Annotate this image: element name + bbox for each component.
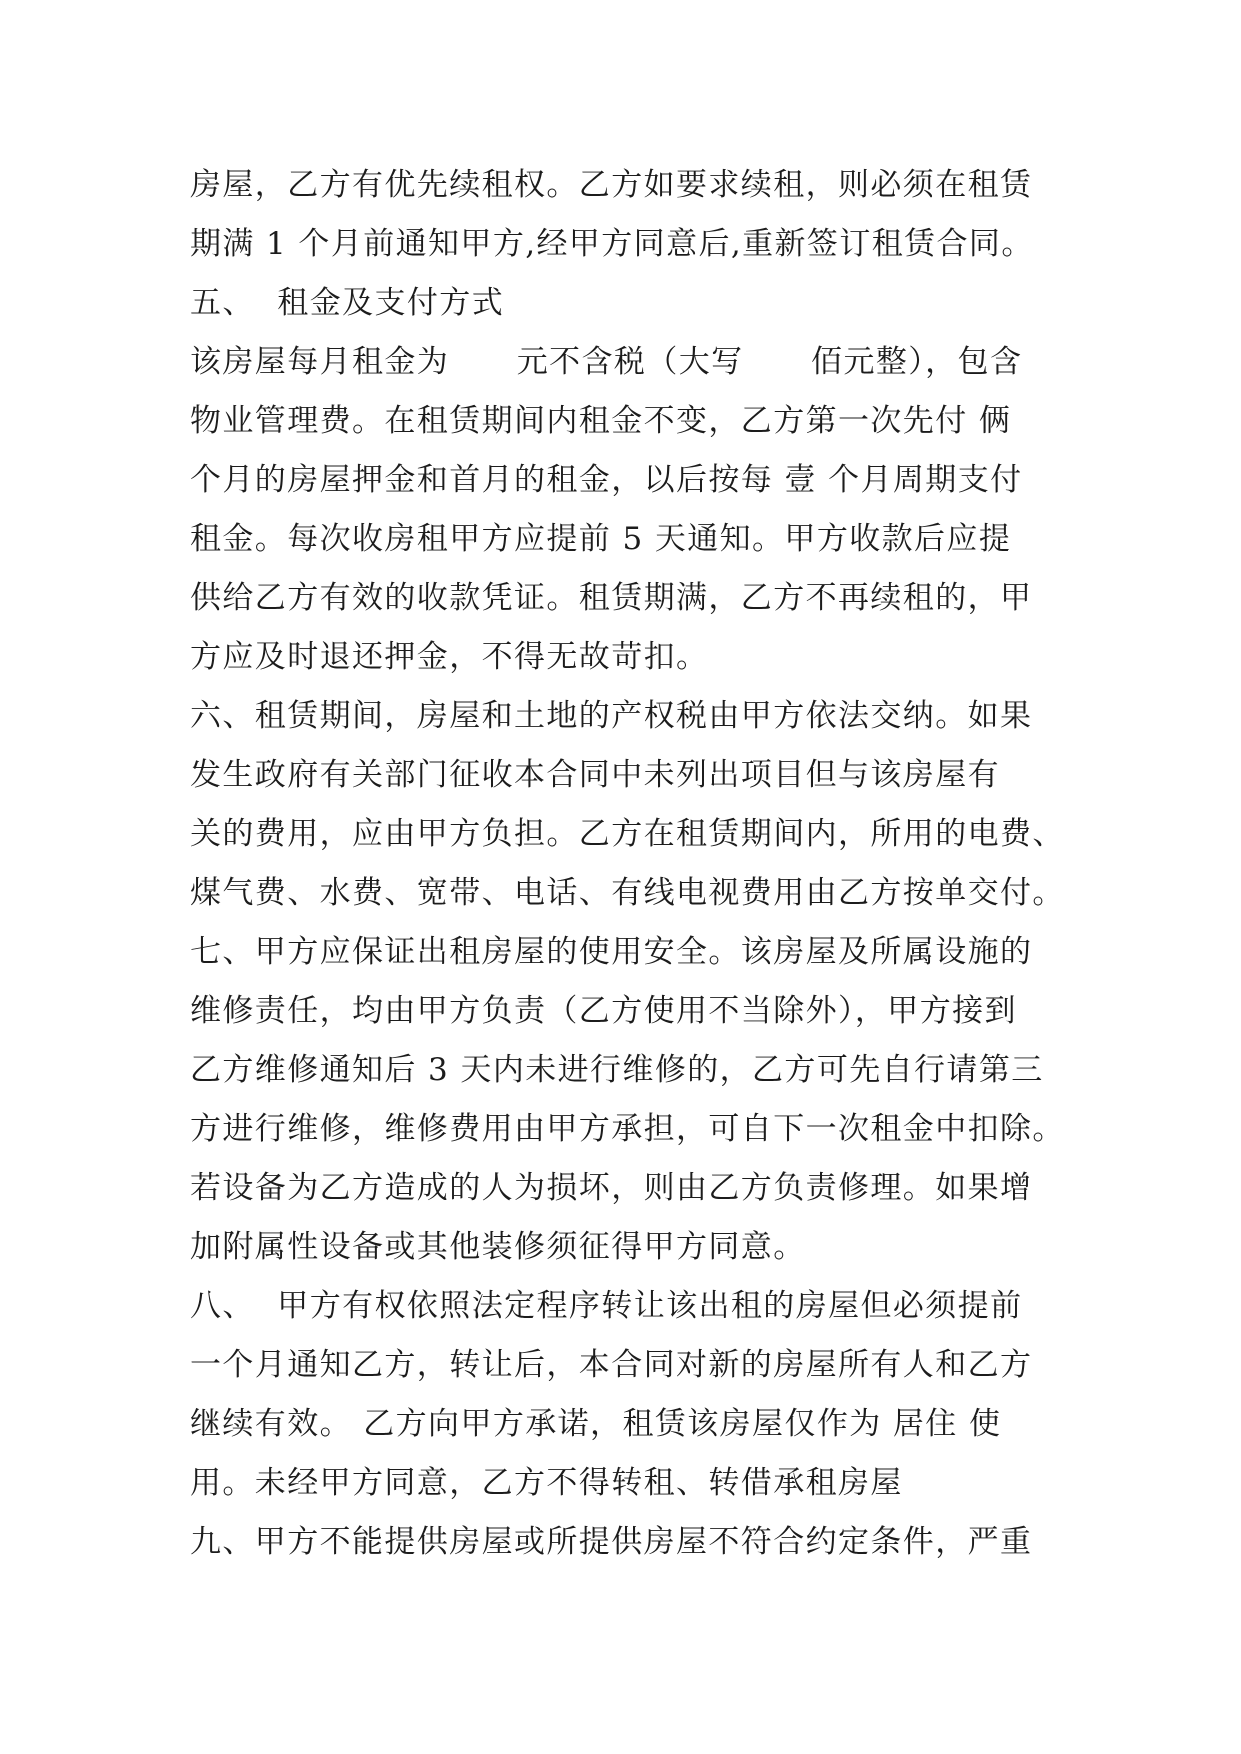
text-line: 个月的房屋押金和首月的租金，以后按每 壹 个月周期支付: [190, 462, 1023, 498]
text-line: 用。未经甲方同意，乙方不得转租、转借承租房屋: [190, 1465, 903, 1501]
text-line: 乙方维修通知后 3 天内未进行维修的，乙方可先自行请第三: [190, 1052, 1044, 1088]
text-line: 方应及时退还押金，不得无故苛扣。: [190, 639, 709, 675]
text-line: 物业管理费。在租赁期间内租金不变，乙方第一次先付 俩: [190, 403, 1012, 439]
clause-eight-line: 八、 甲方有权依照法定程序转让该出租的房屋但必须提前: [190, 1288, 1023, 1324]
section-heading-five: 五、 租金及支付方式: [190, 285, 505, 321]
text-line: 继续有效。 乙方向甲方承诺，租赁该房屋仅作为 居住 使: [190, 1406, 1002, 1442]
clause-six-line: 六、租赁期间，房屋和土地的产权税由甲方依法交纳。如果: [190, 698, 1033, 734]
text-line: 租金。每次收房租甲方应提前 5 天通知。甲方收款后应提: [190, 521, 1012, 557]
text-line: 维修责任，均由甲方负责（乙方使用不当除外），甲方接到: [190, 993, 1017, 1029]
text-line: 一个月通知乙方，转让后，本合同对新的房屋所有人和乙方: [190, 1347, 1033, 1383]
text-line: 该房屋每月租金为 元不含税（大写 佰元整），包含: [190, 344, 1023, 380]
text-line: 房屋，乙方有优先续租权。乙方如要求续租，则必须在租赁: [190, 167, 1033, 203]
text-line: 煤气费、水费、宽带、电话、有线电视费用由乙方按单交付。: [190, 875, 1065, 911]
text-line: 若设备为乙方造成的人为损坏，则由乙方负责修理。如果增: [190, 1170, 1033, 1206]
clause-nine-line: 九、甲方不能提供房屋或所提供房屋不符合约定条件，严重: [190, 1524, 1033, 1560]
text-line: 加附属性设备或其他装修须征得甲方同意。: [190, 1229, 806, 1265]
clause-seven-line: 七、甲方应保证出租房屋的使用安全。该房屋及所属设施的: [190, 934, 1033, 970]
text-line: 方进行维修，维修费用由甲方承担，可自下一次租金中扣除。: [190, 1111, 1065, 1147]
text-line: 期满 1 个月前通知甲方,经甲方同意后,重新签订租赁合同。: [190, 226, 1034, 262]
contract-body: [190, 156, 1070, 1572]
text-line: 发生政府有关部门征收本合同中未列出项目但与该房屋有: [190, 757, 1000, 793]
text-line: 关的费用，应由甲方负担。乙方在租赁期间内，所用的电费、: [190, 816, 1065, 852]
text-line: 供给乙方有效的收款凭证。租赁期满，乙方不再续租的，甲: [190, 580, 1033, 616]
